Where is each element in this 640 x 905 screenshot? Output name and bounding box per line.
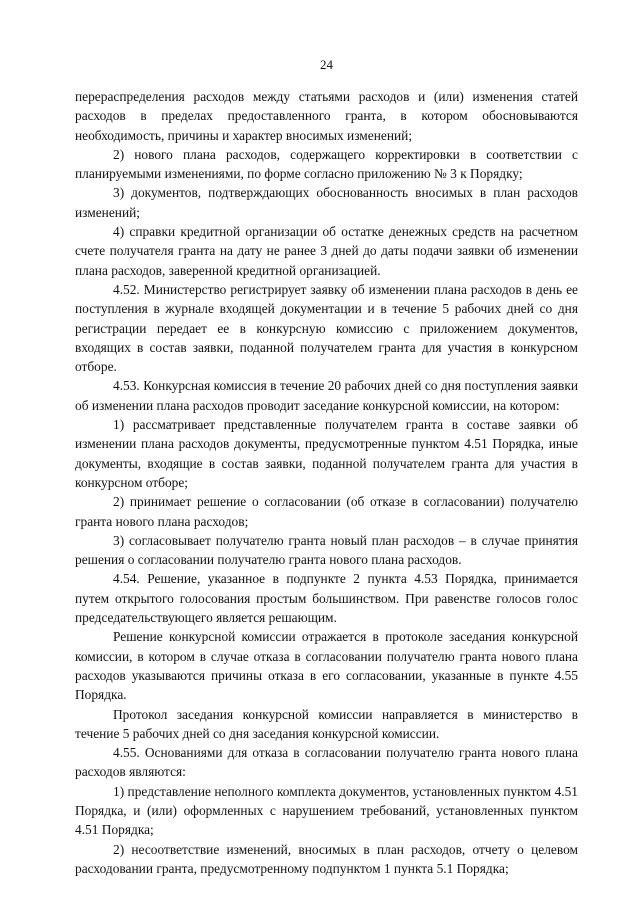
paragraph: 4.52. Министерство регистрирует заявку об изменении плана расходов в день ее поступления в журнале входящей документации и в течение 5 рабочих дней со дня регистрации передает ее в конкурсную комиссию с приложением документов, входящих в состав заявки, поданной получателем гранта для участия в конкурсном отборе. (75, 281, 578, 375)
paragraph: 1) рассматривает представленные получателем гранта в составе заявки об изменении плана расходов документы, предусмотренные пунктом 4.51 Порядка, иные документы, входящие в состав заявки, поданной получателем гранта для участия в конкурсном отборе; (75, 417, 578, 490)
paragraph: перераспределения расходов между статьями расходов и (или) изменения статей расходов в пределах предоставленного гранта, в котором обосновываются необходимость, причины и характер вносимых изменений; (75, 89, 578, 143)
paragraph: Протокол заседания конкурсной комиссии направляется в министерство в течение 5 рабочих дней со дня заседания конкурсной комиссии. (75, 706, 578, 741)
paragraph: 3) документов, подтверждающих обоснованность вносимых в план расходов изменений; (75, 185, 578, 220)
paragraph: 2) несоответствие изменений, вносимых в план расходов, отчету о целевом расходовании гранта, предусмотренному подпунктом 1 пункта 5.1 Порядка; (75, 841, 578, 876)
page-number: 24 (320, 57, 333, 72)
paragraph: 4.53. Конкурсная комиссия в течение 20 рабочих дней со дня поступления заявки об изменении плана расходов проводит заседание конкурсной комиссии, на котором: (75, 378, 578, 413)
paragraph: Решение конкурсной комиссии отражается в протоколе заседания конкурсной комиссии, в котором в случае отказа в согласовании получателю гранта нового плана расходов указываются причины отказа в его согласовании, указанные в пункте 4.55 Порядка. (75, 629, 578, 703)
paragraph: 4.54. Решение, указанное в подпункте 2 пункта 4.53 Порядка, принимается путем открытого голосования простым большинством. При равенстве голосов голос председательствующего является решающим. (75, 571, 578, 626)
paragraph: 2) нового плана расходов, содержащего корректировки в соответствии с планируемыми изменениями, по форме согласно приложению № 3 к Порядку; (75, 146, 578, 182)
paragraph: 1) представление неполного комплекта документов, установленных пунктом 4.51 Порядка, и (или) оформленных с нарушением требований, установленных пунктом 4.51 Порядка; (75, 783, 578, 838)
paragraph: 4) справки кредитной организации об остатке денежных средств на расчетном счете получателя гранта на дату не ранее 3 дней до даты подачи заявки об изменении плана расходов, заверенной кредитной организацией. (75, 224, 578, 278)
document-body (75, 87, 578, 878)
paragraph: 3) согласовывает получателю гранта новый план расходов – в случае принятия решения о согласовании получателю гранта нового плана расходов. (75, 532, 578, 568)
paragraph: 2) принимает решение о согласовании (об отказе в согласовании) получателю гранта нового плана расходов; (75, 494, 578, 529)
paragraph: 4.55. Основаниями для отказа в согласовании получателю гранта нового плана расходов являются: (75, 745, 578, 780)
